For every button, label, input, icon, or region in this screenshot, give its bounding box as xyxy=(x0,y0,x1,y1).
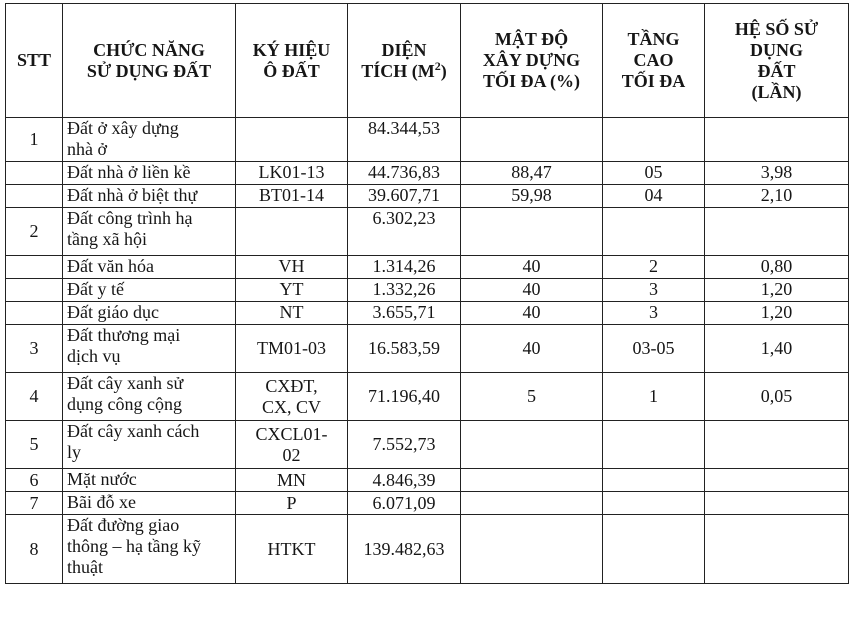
cell-plot-code xyxy=(236,118,348,162)
header-stt: STT xyxy=(6,4,63,118)
cell-far xyxy=(705,118,849,162)
cell-stt xyxy=(6,185,63,208)
cell-floors: 3 xyxy=(603,279,705,302)
cell-floors xyxy=(603,208,705,256)
cell-plot-code: MN xyxy=(236,469,348,492)
cell-area: 16.583,59 xyxy=(348,325,461,373)
cell-floors xyxy=(603,469,705,492)
cell-area: 1.314,26 xyxy=(348,256,461,279)
cell-floors: 2 xyxy=(603,256,705,279)
land-use-table xyxy=(5,3,849,584)
cell-floors: 04 xyxy=(603,185,705,208)
table-row xyxy=(6,162,849,185)
cell-far xyxy=(705,492,849,515)
table-row xyxy=(6,492,849,515)
cell-area: 44.736,83 xyxy=(348,162,461,185)
cell-function: Bãi đỗ xe xyxy=(63,492,236,515)
table-row xyxy=(6,185,849,208)
cell-floors: 05 xyxy=(603,162,705,185)
cell-area: 6.071,09 xyxy=(348,492,461,515)
cell-density: 40 xyxy=(461,279,603,302)
cell-far xyxy=(705,208,849,256)
cell-far: 1,20 xyxy=(705,302,849,325)
cell-area: 39.607,71 xyxy=(348,185,461,208)
cell-stt: 5 xyxy=(6,421,63,469)
cell-far: 1,20 xyxy=(705,279,849,302)
cell-density xyxy=(461,469,603,492)
cell-area: 4.846,39 xyxy=(348,469,461,492)
table-row xyxy=(6,302,849,325)
cell-function: Đất thương mại dịch vụ xyxy=(63,325,236,373)
cell-floors: 3 xyxy=(603,302,705,325)
cell-stt: 7 xyxy=(6,492,63,515)
cell-area: 6.302,23 xyxy=(348,208,461,256)
cell-stt: 4 xyxy=(6,373,63,421)
cell-floors xyxy=(603,118,705,162)
cell-area: 84.344,53 xyxy=(348,118,461,162)
cell-stt xyxy=(6,302,63,325)
cell-plot-code: NT xyxy=(236,302,348,325)
cell-density xyxy=(461,208,603,256)
cell-floors xyxy=(603,515,705,584)
cell-far: 0,05 xyxy=(705,373,849,421)
cell-function: Mặt nước xyxy=(63,469,236,492)
cell-function: Đất ở xây dựng nhà ở xyxy=(63,118,236,162)
cell-stt xyxy=(6,256,63,279)
cell-stt: 6 xyxy=(6,469,63,492)
table-row xyxy=(6,469,849,492)
cell-plot-code: P xyxy=(236,492,348,515)
cell-plot-code: HTKT xyxy=(236,515,348,584)
table-row xyxy=(6,279,849,302)
cell-density: 5 xyxy=(461,373,603,421)
cell-stt: 3 xyxy=(6,325,63,373)
cell-density: 40 xyxy=(461,256,603,279)
cell-plot-code: CXCL01- 02 xyxy=(236,421,348,469)
header-density: MẬT ĐỘ XÂY DỰNG TỐI ĐA (%) xyxy=(461,4,603,118)
cell-far xyxy=(705,515,849,584)
cell-stt: 2 xyxy=(6,208,63,256)
header-area: DIỆN TÍCH $(M^2)$ xyxy=(348,4,461,118)
cell-far: 3,98 xyxy=(705,162,849,185)
cell-stt xyxy=(6,279,63,302)
cell-stt: 1 xyxy=(6,118,63,162)
cell-function: Đất nhà ở liền kề xyxy=(63,162,236,185)
cell-area: 139.482,63 xyxy=(348,515,461,584)
cell-far xyxy=(705,421,849,469)
cell-area: 3.655,71 xyxy=(348,302,461,325)
header-plot-code: KÝ HIỆU Ô ĐẤT xyxy=(236,4,348,118)
cell-far: 2,10 xyxy=(705,185,849,208)
cell-density: 40 xyxy=(461,302,603,325)
cell-density xyxy=(461,515,603,584)
cell-area: 7.552,73 xyxy=(348,421,461,469)
cell-floors xyxy=(603,492,705,515)
header-function: CHỨC NĂNG SỬ DỤNG ĐẤT xyxy=(63,4,236,118)
table-row xyxy=(6,256,849,279)
header-far: HỆ SỐ SỬ DỤNG ĐẤT (LẦN) xyxy=(705,4,849,118)
cell-floors: 03-05 xyxy=(603,325,705,373)
table-row xyxy=(6,325,849,373)
cell-density: 40 xyxy=(461,325,603,373)
cell-far: 1,40 xyxy=(705,325,849,373)
cell-function: Đất giáo dục xyxy=(63,302,236,325)
cell-plot-code: BT01-14 xyxy=(236,185,348,208)
cell-far xyxy=(705,469,849,492)
header-floors: TẦNG CAO TỐI ĐA xyxy=(603,4,705,118)
cell-density xyxy=(461,421,603,469)
table-row xyxy=(6,373,849,421)
cell-far: 0,80 xyxy=(705,256,849,279)
cell-plot-code xyxy=(236,208,348,256)
cell-function: Đất đường giao thông – hạ tầng kỹ thuật xyxy=(63,515,236,584)
cell-area: 71.196,40 xyxy=(348,373,461,421)
header-row xyxy=(6,4,849,118)
cell-function: Đất công trình hạ tầng xã hội xyxy=(63,208,236,256)
cell-density xyxy=(461,118,603,162)
cell-plot-code: LK01-13 xyxy=(236,162,348,185)
cell-plot-code: YT xyxy=(236,279,348,302)
cell-stt xyxy=(6,162,63,185)
table-row xyxy=(6,515,849,584)
cell-density xyxy=(461,492,603,515)
cell-function: Đất văn hóa xyxy=(63,256,236,279)
cell-density: 59,98 xyxy=(461,185,603,208)
cell-plot-code: TM01-03 xyxy=(236,325,348,373)
cell-function: Đất nhà ở biệt thự xyxy=(63,185,236,208)
cell-area: 1.332,26 xyxy=(348,279,461,302)
cell-density: 88,47 xyxy=(461,162,603,185)
cell-function: Đất cây xanh cách ly xyxy=(63,421,236,469)
table-row xyxy=(6,421,849,469)
cell-plot-code: VH xyxy=(236,256,348,279)
cell-stt: 8 xyxy=(6,515,63,584)
cell-function: Đất cây xanh sử dụng công cộng xyxy=(63,373,236,421)
cell-plot-code: CXĐT, CX, CV xyxy=(236,373,348,421)
cell-floors: 1 xyxy=(603,373,705,421)
table-row xyxy=(6,118,849,162)
table-row xyxy=(6,208,849,256)
cell-function: Đất y tế xyxy=(63,279,236,302)
cell-floors xyxy=(603,421,705,469)
